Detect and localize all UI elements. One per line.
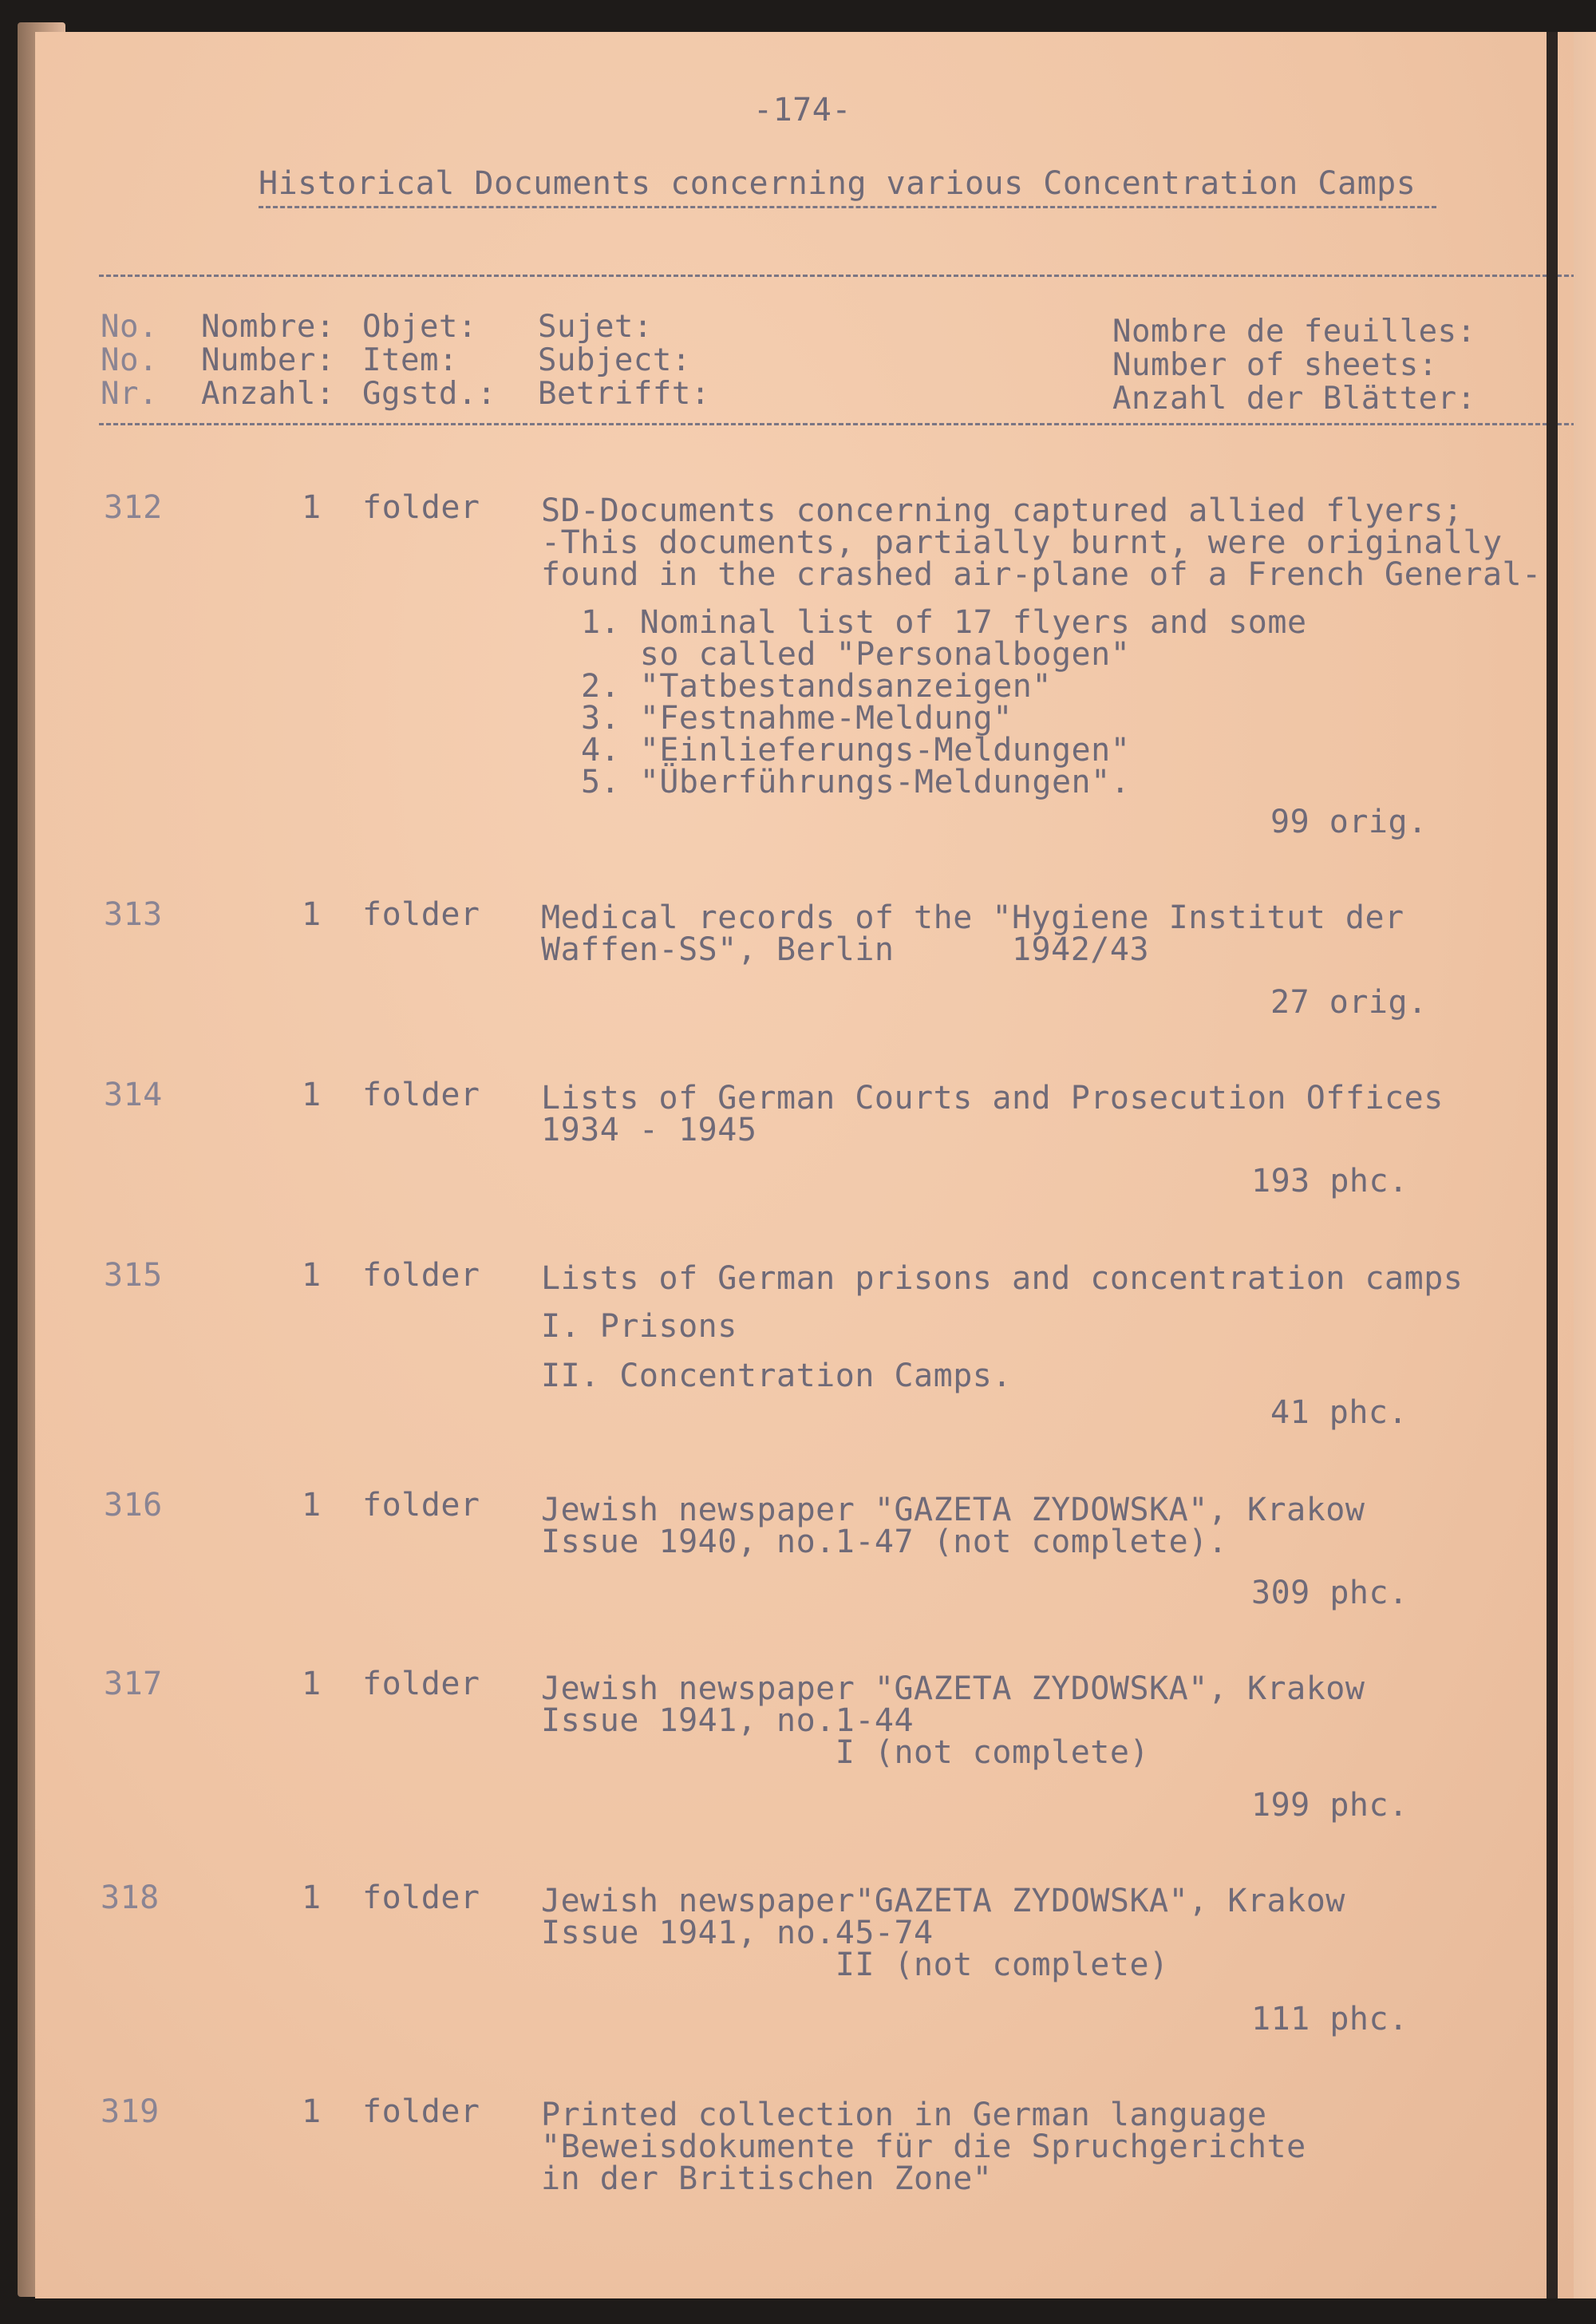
entry-318-count: 1 [302, 1879, 322, 1916]
entry-317-line: I (not complete) [541, 1734, 1150, 1771]
header-no-fr: No. [101, 309, 158, 345]
entry-319-number: 319 [101, 2093, 160, 2130]
entry-317-sheets: 199 phc. [1251, 1787, 1408, 1824]
entry-316-number: 316 [104, 1487, 163, 1524]
entry-315-sheets: 41 phc. [1270, 1394, 1408, 1431]
entry-317-item: folder [362, 1666, 480, 1702]
entry-314-sheets: 193 phc. [1251, 1163, 1408, 1200]
document-page [35, 32, 1574, 2298]
entry-313-count: 1 [302, 896, 322, 933]
entry-314-number: 314 [104, 1077, 163, 1113]
entry-318-line: Jewish newspaper"GAZETA ZYDOWSKA", Krakow [541, 1883, 1345, 1919]
entry-314-item: folder [362, 1077, 480, 1113]
entry-316-count: 1 [302, 1487, 322, 1524]
entry-313-sheets: 27 orig. [1270, 984, 1428, 1021]
entry-312-line: -This documents, partially burnt, were originally [541, 524, 1503, 561]
entry-313-line: Waffen-SS", Berlin 1942/43 [541, 931, 1150, 968]
entry-314-line: Lists of German Courts and Prosecution Offices [541, 1080, 1444, 1117]
entry-318-number: 318 [101, 1879, 160, 1916]
entry-316-line: Issue 1940, no.1-47 (not complete). [541, 1524, 1228, 1560]
entry-315-count: 1 [302, 1257, 322, 1294]
entry-312-subitem: 5. "Überführungs-Meldungen". [581, 764, 1131, 800]
page-gutter-shadow [1547, 32, 1558, 2298]
entry-312-subitem: 2. "Tatbestandsanzeigen" [581, 668, 1052, 705]
header-bottom-rule [99, 423, 1574, 425]
entry-313-line: Medical records of the "Hygiene Institut der [541, 899, 1404, 936]
header-sheets-de: Anzahl der Blätter: [1112, 381, 1476, 417]
entry-312-subitem: so called "Personalbogen" [581, 636, 1131, 673]
entry-317-line: Issue 1941, no.1-44 [541, 1702, 915, 1739]
entry-315-line: Lists of German prisons and concentration camps [541, 1260, 1464, 1297]
header-no-de: Nr. [101, 376, 158, 412]
entry-312-subitem: 3. "Festnahme-Meldung" [581, 700, 1013, 737]
entry-312-line: SD-Documents concerning captured allied flyers; [541, 492, 1464, 529]
entry-319-item: folder [362, 2093, 480, 2130]
header-sheets-en: Number of sheets: [1112, 347, 1438, 383]
entry-319-line: in der Britischen Zone" [541, 2160, 993, 2197]
entry-318-item: folder [362, 1879, 480, 1916]
page-title: Historical Documents concerning various Concentration Camps [259, 165, 1416, 202]
title-underline [259, 206, 1436, 208]
entry-315-item: folder [362, 1257, 480, 1294]
entry-316-item: folder [362, 1487, 480, 1524]
entry-318-line: Issue 1941, no.45-74 [541, 1915, 934, 1951]
header-no-en: No. [101, 342, 158, 378]
entry-317-line: Jewish newspaper "GAZETA ZYDOWSKA", Krakow [541, 1670, 1365, 1707]
header-item-de: Ggstd.: [362, 376, 496, 412]
entry-318-sheets: 111 phc. [1251, 2001, 1408, 2037]
entry-319-count: 1 [302, 2093, 322, 2130]
entry-314-line: 1934 - 1945 [541, 1112, 757, 1148]
entry-318-line: II (not complete) [541, 1947, 1169, 1983]
entry-319-line: Printed collection in German language [541, 2097, 1267, 2133]
entry-314-count: 1 [302, 1077, 322, 1113]
header-count-de: Anzahl: [201, 376, 335, 412]
entry-315-subitem: II. Concentration Camps. [541, 1358, 1012, 1394]
entry-312-number: 312 [104, 489, 163, 526]
header-item-fr: Objet: [362, 309, 477, 345]
entry-317-number: 317 [104, 1666, 163, 1702]
entry-316-sheets: 309 phc. [1251, 1575, 1408, 1611]
entry-312-subitem: 4. "Einlieferungs-Meldungen" [581, 732, 1131, 769]
entry-312-line: found in the crashed air-plane of a French General- [541, 556, 1542, 593]
entry-312-sheets: 99 orig. [1270, 804, 1428, 840]
entry-315-subitem: I. Prisons [541, 1308, 737, 1345]
entry-312-count: 1 [302, 489, 322, 526]
entry-316-line: Jewish newspaper "GAZETA ZYDOWSKA", Krakow [541, 1492, 1365, 1528]
header-count-en: Number: [201, 342, 335, 378]
entry-317-count: 1 [302, 1666, 322, 1702]
header-sheets-fr: Nombre de feuilles: [1112, 314, 1476, 350]
header-top-rule [99, 275, 1574, 277]
header-count-fr: Nombre: [201, 309, 335, 345]
page-number: -174- [753, 92, 851, 128]
header-item-en: Item: [362, 342, 458, 378]
entry-315-number: 315 [104, 1257, 163, 1294]
entry-313-number: 313 [104, 896, 163, 933]
entry-312-item: folder [362, 489, 480, 526]
header-subject-fr: Sujet: [538, 309, 653, 345]
entry-312-subitem: 1. Nominal list of 17 flyers and some [581, 604, 1307, 641]
header-subject-en: Subject: [538, 342, 691, 378]
entry-313-item: folder [362, 896, 480, 933]
entry-319-line: "Beweisdokumente für die Spruchgerichte [541, 2128, 1306, 2165]
header-subject-de: Betrifft: [538, 376, 710, 412]
